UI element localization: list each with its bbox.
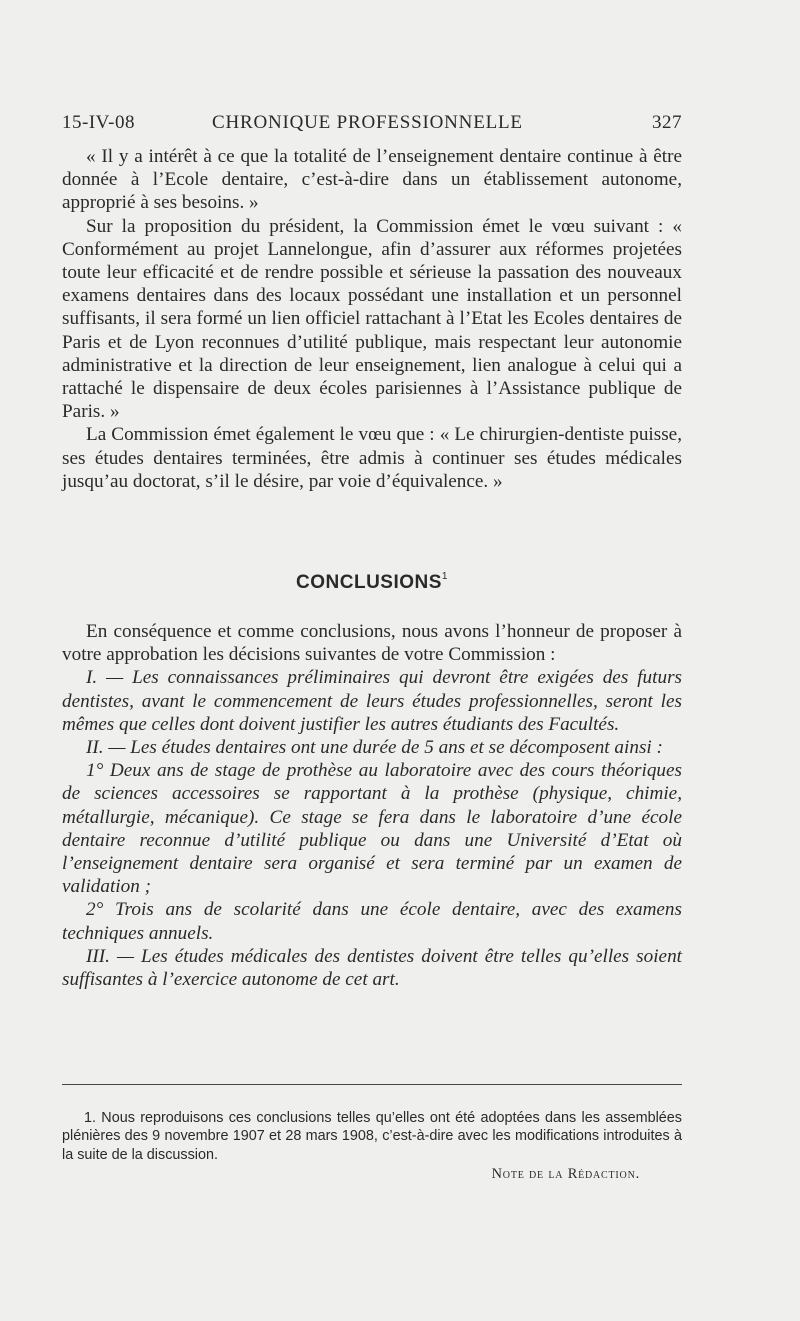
footnote-divider: [62, 1084, 682, 1085]
conclusion-item-2a: 1° Deux ans de stage de prothèse au laboratoire avec des cours théoriques de sciences accessoires se rapportant à la prothèse (physique, chimie, métallurgie, mécanique). Ce stage se fera dans le laboratoire d’une école dentaire reconnue d’utilité publique ou dans une Université d’Etat où l’enseignement dentaire sera organisé et sera terminé par un examen de validation ;: [62, 760, 682, 898]
conclusion-item-3: III. — Les études médicales des dentistes doivent être telles qu’elles soient suffisantes à l’exercice autonome de cet art.: [62, 945, 682, 991]
page-number: 327: [652, 112, 682, 133]
conclusions-intro: En conséquence et comme conclusions, nous avons l’honneur de proposer à votre approbation les décisions suivantes de votre Commission :: [62, 621, 682, 666]
conclusions-text: [62, 620, 682, 991]
paragraph-commission-vow: Sur la proposition du président, la Commission émet le vœu suivant : « Conformément au projet Lannelongue, afin d’assurer aux réformes projetées toute leur efficacité et de rendre possible et sérieuse la passation des nouveaux examens dentaires dans des locaux possédant une installation et un personnel suffisants, il sera formé un lien officiel rattachant à l’Etat les Ecoles dentaires de Paris et de Lyon reconnues d’utilité publique, mais respectant leur autonomie administrative et la direction de leur enseignement, lien analogue à celui qui a rattaché le dispensaire de deux écoles parisiennes à l’Assistance publique de Paris. »: [62, 215, 682, 423]
header-title: CHRONIQUE PROFESSIONNELLE: [212, 112, 523, 133]
footnote-marker: 1: [441, 570, 448, 582]
header-date: 15-IV-08: [62, 112, 135, 133]
footnote: [62, 1109, 682, 1164]
paragraph-quote: « Il y a intérêt à ce que la totalité de l’enseignement dentaire continue à être donnée à l’Ecole dentaire, c’est-à-dire dans un établissement autonome, approprié à ses besoins. »: [62, 146, 682, 214]
section-heading-text: CONCLUSIONS: [296, 572, 442, 593]
conclusion-item-2: II. — Les études dentaires ont une durée de 5 ans et se décomposent ainsi :: [86, 737, 663, 759]
section-heading: [62, 572, 682, 594]
conclusion-item-2b: 2° Trois ans de scolarité dans une école dentaire, avec des examens techniques annuels.: [62, 899, 682, 944]
conclusion-item-1: I. — Les connaissances préliminaires qui devront être exigées des futurs dentistes, avant le commencement de leurs études professionnelles, seront les mêmes que celles dont doivent justifier les autres étudiants des Facultés.: [62, 667, 682, 735]
editor-signature: Note de la Rédaction.: [491, 1166, 640, 1182]
body-text: [62, 145, 682, 493]
paragraph-second-vow: La Commission émet également le vœu que : « Le chirurgien-dentiste puisse, ses études dentaires terminées, être admis à continuer ses études médicales jusqu’au doctorat, s’il le désire, par voie d’équivalence. »: [62, 424, 682, 492]
footnote-text: 1. Nous reproduisons ces conclusions telles qu’elles ont été adoptées dans les assemblées plénières des 9 novembre 1907 et 28 mars 1908, c’est-à-dire avec les modifications introduites à la suite de la discussion.: [62, 1110, 682, 1163]
